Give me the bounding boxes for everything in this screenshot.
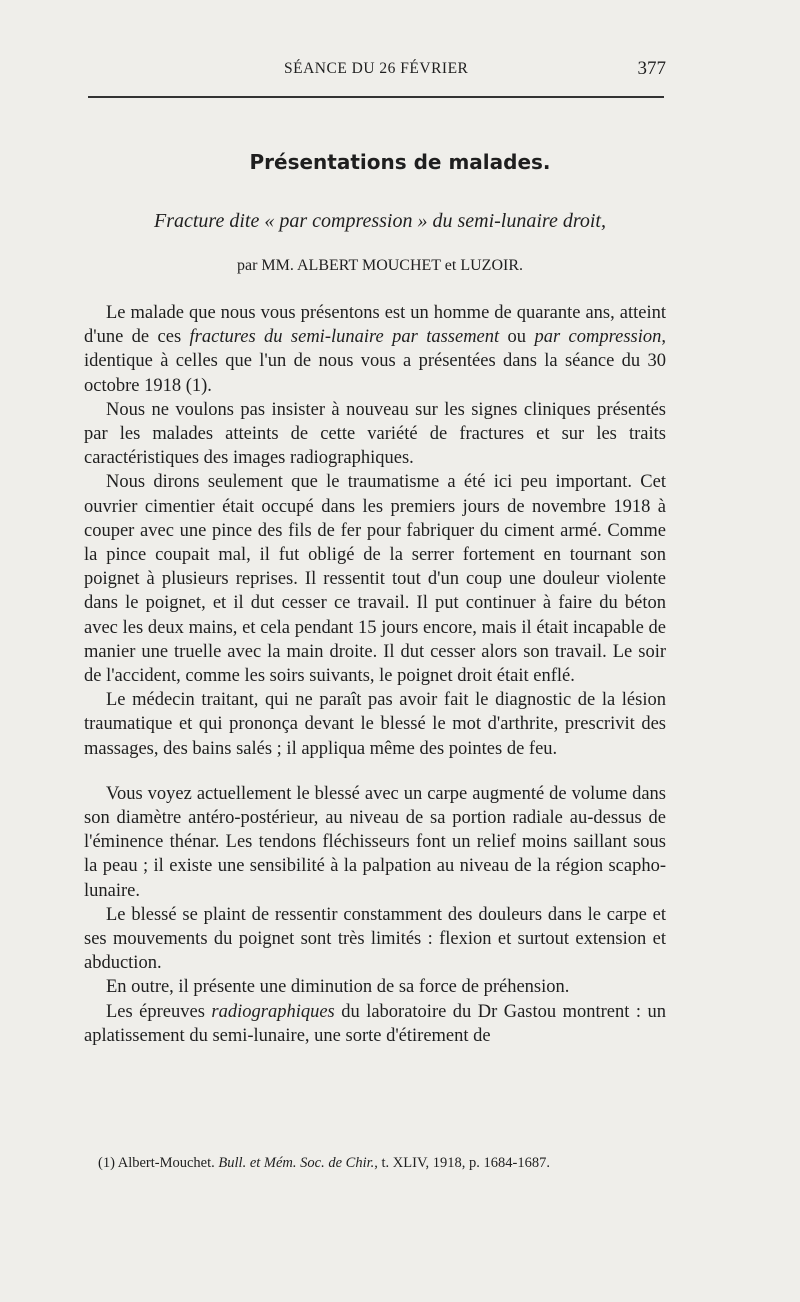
header-rule	[88, 96, 664, 98]
footnote-text: , t. XLIV, 1918, p. 1684-1687.	[374, 1155, 551, 1171]
running-title: SÉANCE DU 26 FÉVRIER	[284, 60, 469, 77]
running-head	[84, 58, 666, 84]
paragraph-text: Le malade que nous vous présentons est un homme de quarante ans, atteint d'une de ces	[84, 303, 666, 348]
paragraph-text: du laboratoire du Dr Gastou montrent : un aplatissement du semi-lunaire, une sorte d'étirement de	[84, 1001, 666, 1046]
paragraph: En outre, il présente une diminution de sa force de préhension.	[106, 977, 570, 998]
footnote-text: (1) Albert-Mouchet.	[98, 1155, 219, 1171]
paragraph-text: , identique à celles que l'un de nous vous a présentées dans la séance du 30 octobre 1918 (1).	[84, 327, 666, 396]
paragraph-emphasis: fractures du semi-lunaire par tassement	[189, 327, 500, 348]
paragraph: Le blessé se plaint de ressentir constamment des douleurs dans le carpe et ses mouvements du poignet sont très limités : flexion et surtout extension et abduction.	[84, 904, 666, 974]
paragraph: Nous dirons seulement que le traumatisme a été ici peu important. Cet ouvrier cimentier était occupé dans les premiers jours de novembre 1918 à couper avec une pince des fils de fer pour fabriquer du ciment armé. Comme la pince coupait mal, il fut obligé de la serrer fortement en tournant son poignet à plusieurs reprises. Il ressentit tout d'un coup une douleur violente dans le poignet, et il dut cesser ce travail. Il put continuer à faire du béton avec les deux mains, et cela pendant 15 jours encore, mais il était incapable de manier une truelle avec la main droite. Il dut cesser alors son travail. Le soir de l'accident, comme les soirs suivants, le poignet droit était enflé.	[84, 472, 666, 687]
footnote	[98, 1155, 678, 1172]
article-title: Fracture dite « par compression » du semi-lunaire droit,	[154, 210, 606, 232]
section-title: Présentations de malades.	[249, 150, 551, 174]
paragraph: Le médecin traitant, qui ne paraît pas avoir fait le diagnostic de la lésion traumatique et qui prononça devant le blessé le mot d'arthrite, prescrivit des massages, des bains salés ; il appliqua même des pointes de feu.	[84, 690, 666, 759]
paragraph: Vous voyez actuellement le blessé avec un carpe augmenté de volume dans son diamètre antéro-postérieur, au niveau de sa portion radiale au-dessus de l'éminence thénar. Les tendons fléchisseurs font un relief moins saillant sous la peau ; il existe une sensibilité à la palpation au niveau de la région scapho-lunaire.	[84, 783, 666, 901]
paragraph	[84, 301, 666, 398]
paragraph-text: ou	[499, 327, 535, 348]
paragraph-emphasis: par compression	[534, 327, 662, 348]
paragraph	[84, 1000, 666, 1048]
page-number: 377	[637, 58, 666, 79]
paragraph-emphasis: radiographiques	[211, 1001, 335, 1022]
footnote-journal: Bull. et Mém. Soc. de Chir.	[218, 1155, 375, 1171]
body-text	[84, 301, 666, 1048]
paragraph: Nous ne voulons pas insister à nouveau sur les signes cliniques présentés par les malades atteints de cette variété de fractures et sur les traits caractéristiques des images radiographiques.	[84, 399, 666, 469]
paragraph-text: Les épreuves	[106, 1001, 212, 1022]
byline: par MM. ALBERT MOUCHET et LUZOIR.	[237, 257, 523, 274]
